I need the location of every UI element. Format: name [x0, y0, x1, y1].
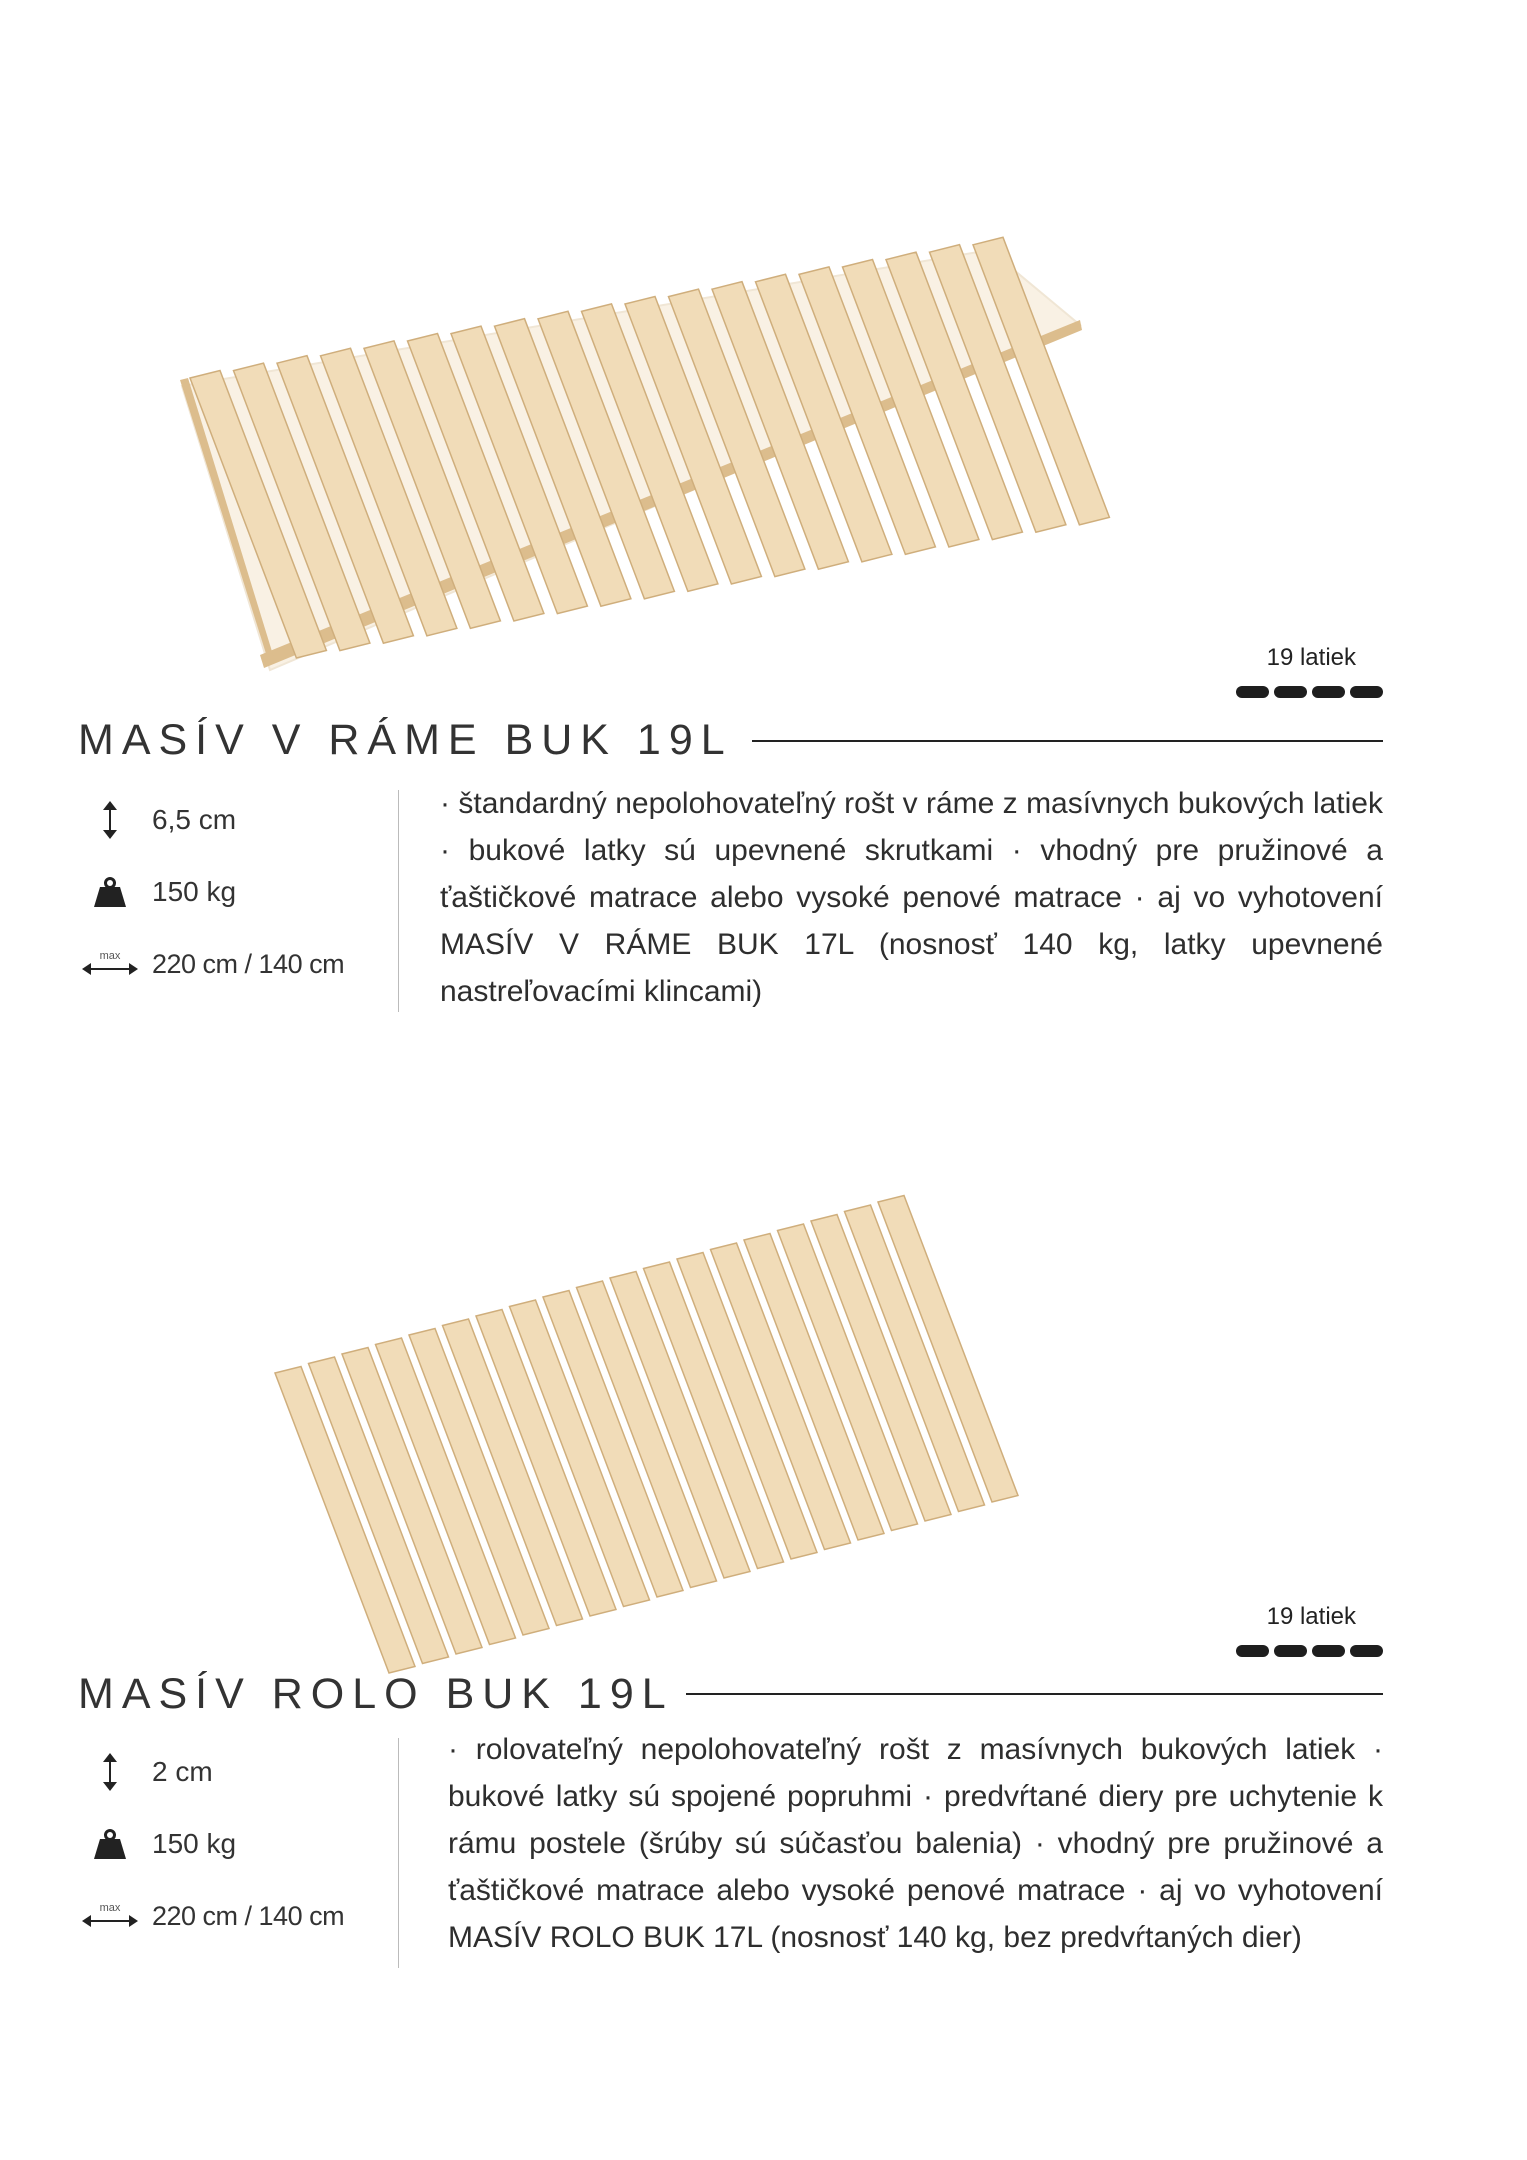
- firmness-pill: [1350, 686, 1383, 698]
- max-size-arrows-icon: [78, 1896, 142, 1936]
- max-label: max: [99, 1902, 121, 1914]
- spec-load-value: 150 kg: [152, 876, 237, 907]
- slat-count: 19 latiek: [1266, 1603, 1356, 1630]
- product-title: MASÍV V RÁME BUK 19L: [78, 716, 733, 764]
- firmness-pill: [1274, 1645, 1307, 1657]
- spec-size-value: 220 cm / 140 cm: [152, 948, 345, 979]
- spec-size: [78, 928, 378, 1000]
- weight-icon: [78, 872, 142, 912]
- title-divider: [752, 740, 1383, 742]
- spec-list: [78, 784, 378, 1000]
- spec-height-value: 6,5 cm: [152, 804, 237, 835]
- product-photo-roll-slats: [70, 1115, 1220, 1695]
- spec-load: [78, 856, 378, 928]
- product-description: · štandardný nepolohovateľný rošt v ráme z masívnych bukových latiek · bukové latky sú upevnené skrutkami · vhodný pre pružinové a ťaštičkové matrace alebo vysoké penové matrace · aj vo vyhotovení MASÍV V RÁME BUK 17L (nosnosť 140 kg, latky upevnené nastreľovacími klincami): [440, 787, 1383, 1008]
- height-arrows-icon: [78, 1752, 142, 1792]
- spec-height-value: 2 cm: [152, 1756, 213, 1787]
- spec-divider: [398, 1738, 399, 1968]
- firmness-indicator: [1236, 1645, 1383, 1657]
- spec-size: [78, 1880, 378, 1952]
- firmness-pill: [1236, 686, 1269, 698]
- product-masiv-v-rame: [0, 0, 1527, 1060]
- spec-load-value: 150 kg: [152, 1828, 237, 1859]
- title-divider: [686, 1693, 1383, 1695]
- height-arrows-icon: [78, 800, 142, 840]
- firmness-indicator: [1236, 686, 1383, 698]
- firmness-pill: [1350, 1645, 1383, 1657]
- product-masiv-rolo: [0, 1060, 1527, 2160]
- spec-divider: [398, 790, 399, 1012]
- spec-size-value: 220 cm / 140 cm: [152, 1900, 345, 1931]
- weight-icon: [78, 1824, 142, 1864]
- spec-height: [78, 784, 378, 856]
- max-label: max: [99, 950, 121, 962]
- firmness-pill: [1236, 1645, 1269, 1657]
- product-photo-frame-slats: [160, 150, 1180, 690]
- product-description: · rolovateľný nepolohovateľný rošt z masívnych bukových latiek · bukové latky sú spojené popruhmi · predvŕtané diery pre uchytenie k rámu postele (šrúby sú súčasťou balenia) · vhodný pre pružinové a ťaštičkové matrace alebo vysoké penové matrace · aj vo vyhotovení MASÍV ROLO BUK 17L (nosnosť 140 kg, bez predvŕtaných dier): [448, 1733, 1383, 1954]
- max-size-arrows-icon: [78, 944, 142, 984]
- spec-list: [78, 1736, 378, 1952]
- spec-load: [78, 1808, 378, 1880]
- spec-height: [78, 1736, 378, 1808]
- firmness-pill: [1312, 686, 1345, 698]
- firmness-pill: [1312, 1645, 1345, 1657]
- slat-count: 19 latiek: [1266, 644, 1356, 671]
- product-title: MASÍV ROLO BUK 19L: [78, 1670, 674, 1718]
- firmness-pill: [1274, 686, 1307, 698]
